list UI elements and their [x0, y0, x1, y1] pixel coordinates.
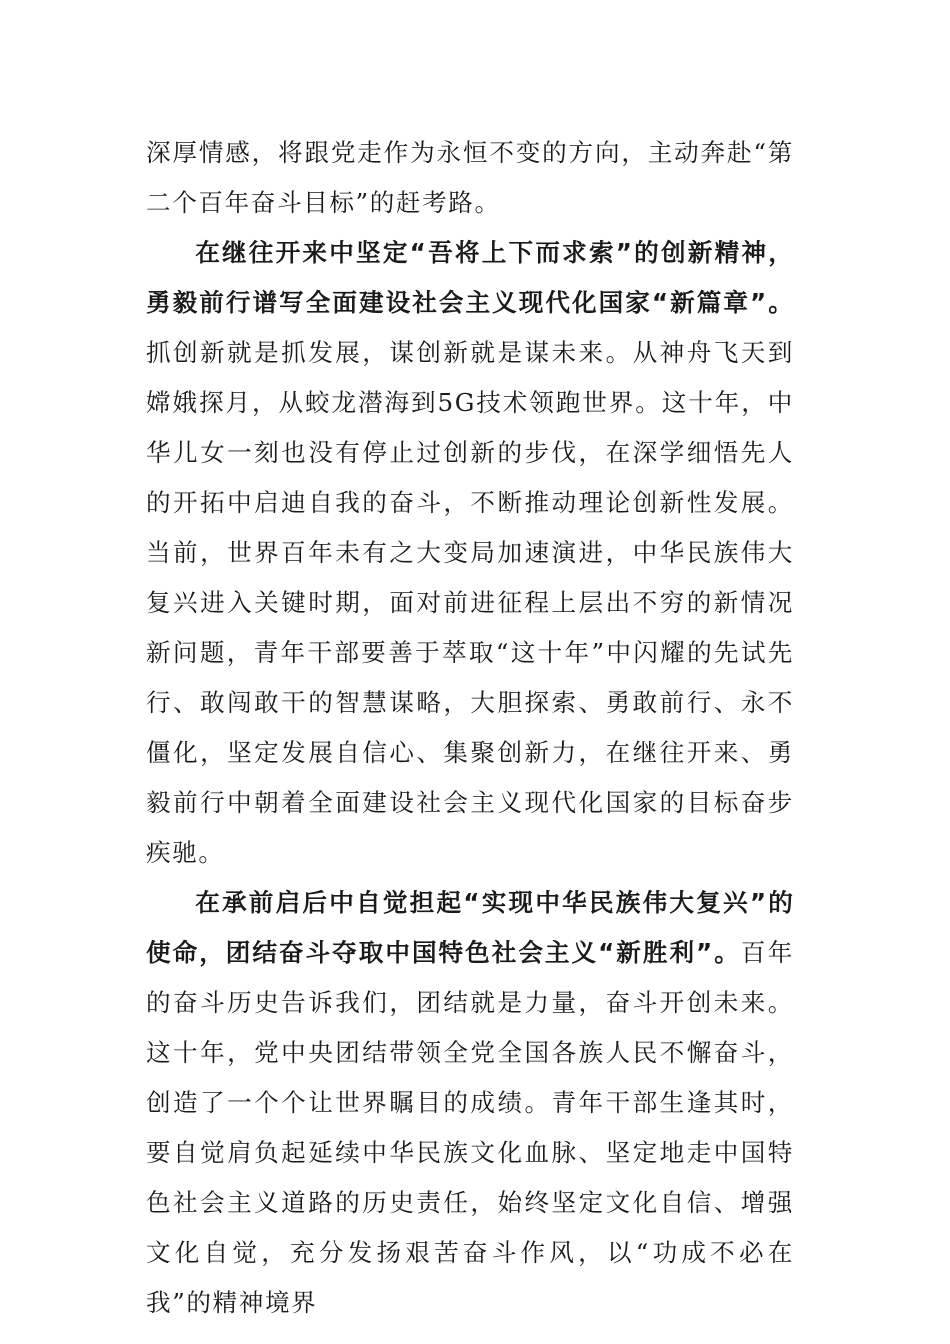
- paragraph-body: 百年的奋斗历史告诉我们，团结就是力量，奋斗开创未来。这十年，党中央团结带领全党全国各族人民不懈奋斗，创造了一个个让世界瞩目的成绩。青年干部生逢其时，要自觉肩负起延续中华民族文化血脉、坚定地走中国特色社会主义道路的历史责任，始终坚定文化自信、增强文化自觉，充分发扬艰苦奋斗作风，以“功成不必在我”的精神境界: [146, 938, 795, 1317]
- paragraph-innovation: [146, 228, 794, 878]
- paragraph-mission: [146, 878, 794, 1328]
- paragraph-heading: 在承前启后中自觉担起“实现中华民族伟大复兴”的使命，团结奋斗夺取中国特色社会主义“新胜利”。: [146, 888, 794, 967]
- paragraph-heading: 在继往开来中坚定“吾将上下而求索”的创新精神，勇毅前行谱写全面建设社会主义现代化国家“新篇章”。: [146, 238, 794, 317]
- paragraph-body: 抓创新就是抓发展，谋创新就是谋未来。从神舟飞天到嫦娥探月，从蛟龙潜海到5G技术领跑世界。这十年，中华儿女一刻也没有停止过创新的步伐，在深学细悟先人的开拓中启迪自我的奋斗，不断推动理论创新性发展。当前，世界百年未有之大变局加速演进，中华民族伟大复兴进入关键时期，面对前进征程上层出不穷的新情况新问题，青年干部要善于萃取“这十年”中闪耀的先试先行、敢闯敢干的智慧谋略，大胆探索、勇敢前行、永不僵化，坚定发展自信心、集聚创新力，在继往开来、勇毅前行中朝着全面建设社会主义现代化国家的目标奋步疾驰。: [146, 338, 794, 867]
- paragraph-continuation: [146, 128, 794, 228]
- paragraph-body: 深厚情感，将跟党走作为永恒不变的方向，主动奔赴“第二个百年奋斗目标”的赶考路。: [146, 138, 794, 217]
- document-body: [146, 128, 794, 1328]
